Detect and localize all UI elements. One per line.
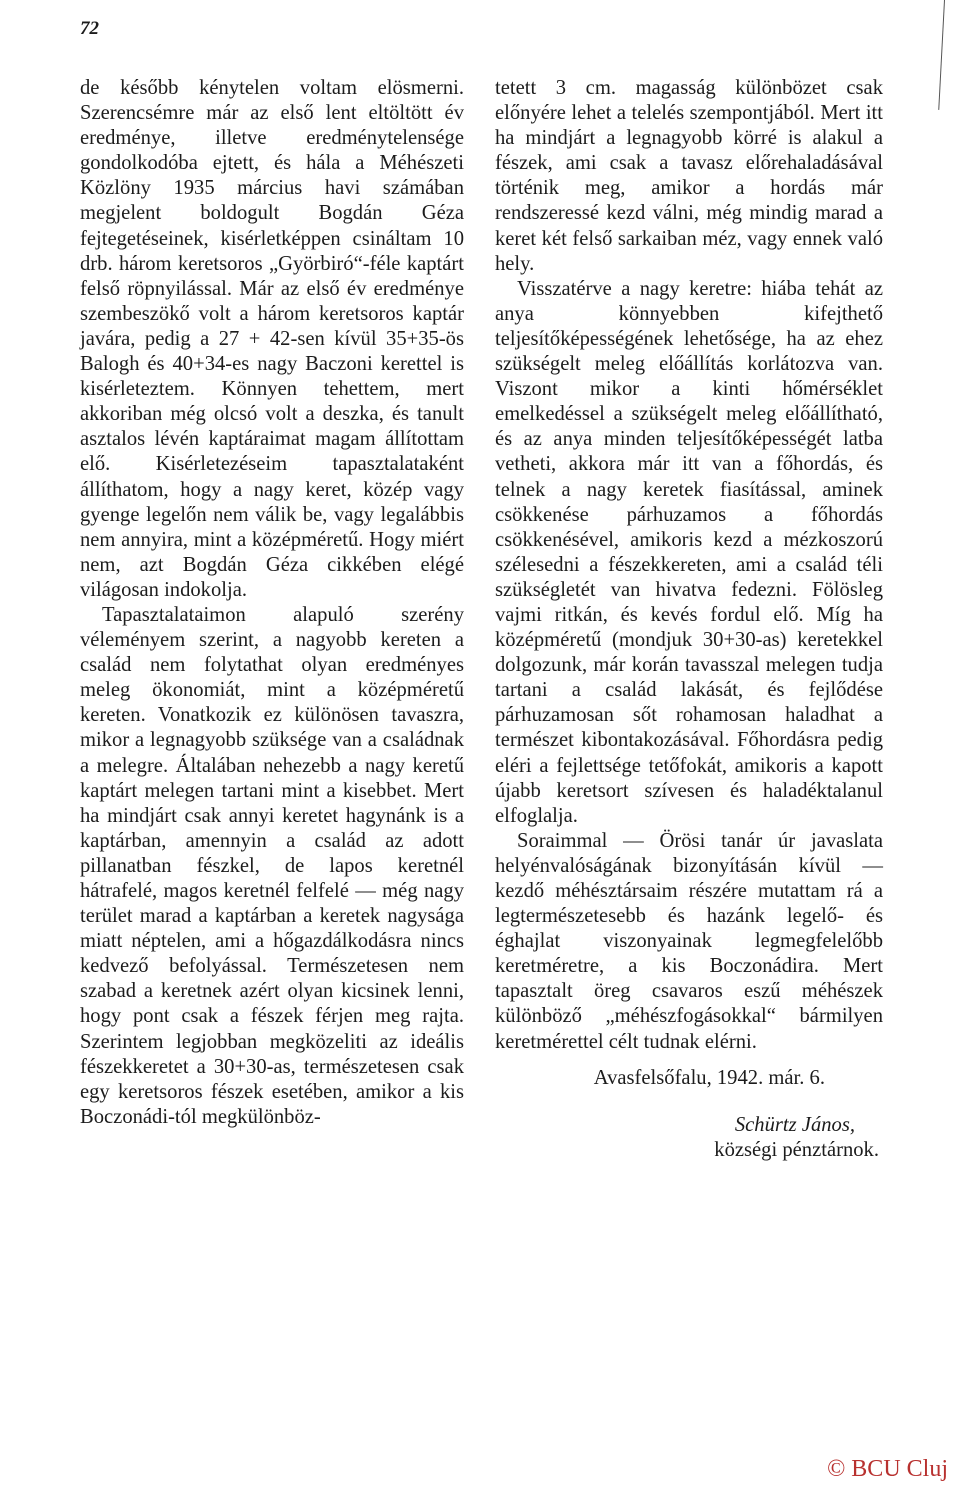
left-paragraph-1: de később kénytelen voltam elösmerni. Szerencsémre már az első lent eltöltött év eredménye, illetve eredménytelensége gondolkodóba ejtett, és hála a Méhészeti Közlöny 1935 március havi számában megjelent boldogult Bogdán Géza fejtegetéseinek, kisérletképpen csináltam 10 drb. három keretsoros „Györbiró“-féle kaptárt felső röpnyilással. Már az első év eredménye szembeszökő volt a három keretsoros kaptár javára, pedig a 27 + 42-sen kívül 35+35-ös Balogh és 40+34-es nagy Baczoni kerettel is kisérleteztem. Könnyen tehettem, mert akkoriban még olcsó volt a deszka, és tanult asztalos lévén kaptáraimat magam állítottam elő. Kisérletezéseim tapasztalataként állíthatom, hogy a nagy keret, közép vagy gyenge legelőn nem válik be, vagy legalábbis nem annyira, mint a középméretű. Hogy miért nem, azt Bogdán Géza cikkében elégé világosan indokolja.	[80, 77, 464, 601]
left-column	[80, 76, 464, 1130]
signature-name: Schürtz János,	[734, 1113, 855, 1136]
right-paragraph-2: Visszatérve a nagy keretre: hiába tehát az anya könnyebben kifejthető teljesítőképességének lehetősége, ha az ehez szükségelt meleg előállítás korlátozva van. Viszont mikor a kinti hőmérséklet emelkedéssel a szükségelt meleg előállítható, és az anya minden teljesítőképességét latba vetheti, akkora már itt van a főhordás, és telnek a nagy keretek fiasítással, aminek csökkenése párhuzamos a főhordás csökkenésével, amikoris kezd a mézkoszorú szélesedni a fészekkereten, ami a család téli szükségletét van hivatva fedezni. Fölösleg vajmi ritkán, és kevés fordul elő. Míg ha középméretű (mondjuk 30+30-as) keretekkel dolgozunk, már korán tavasszal melegen tudja tartani a család lakását, és fejlődése párhuzamosan sőt rohamosan haladhat a természet kibontakozásával. Főhordásra pedig eléri a fejlettsége tetőfokát, amikoris a kapott újabb keretsort szívesen és haladéktalanul elfoglalja.	[495, 277, 883, 827]
library-watermark: © BCU Cluj	[827, 1456, 948, 1482]
page-number: 72	[80, 18, 99, 39]
page-edge-line	[938, 0, 945, 110]
right-column	[495, 76, 883, 1163]
right-paragraph-3: Soraimmal — Örösi tanár úr javaslata helyénvalóságának bizonyításán kívül — kezdő méhésztársaim részére mutattam rá a legtermészetesebb és hazánk legelő- és éghajlat viszonyainak legmegfelelőbb keretméretre, a kis Boczonádira. Mert tapasztalt öreg csavaros eszű méhészek különböző „méhészfogásokkal“ bármilyen keretmérettel célt tudnak elérni.	[495, 829, 883, 1053]
right-paragraph-1: tetett 3 cm. magasság különbözet csak előnyére lehet a telelés szempontjából. Mert itt ha mindjárt a legnagyobb körré is alakul a fészek, ami csak a tavasz előrehaladásával történik meg, amikor a hordás már rendszeressé kezd válni, még mindig marad a keret két felső sarkaiban méz, vagy ennek való hely.	[495, 77, 883, 275]
signature-title: községi pénztárnok.	[714, 1138, 879, 1161]
date-line: Avasfelsőfalu, 1942. már. 6.	[593, 1066, 825, 1089]
left-paragraph-2: Tapasztalataimon alapuló szerény véleményem szerint, a nagyobb kereten a család nem folytathat olyan eredményes meleg ökonomiát, mint a középméretű kereten. Vonatkozik ez különösen tavaszra, mikor a legnagyobb szüksége van a családnak a melegre. Általában nehezebb a nagy keretű kaptárt melegen tartani mint a kisebbet. Mert ha mindjárt csak annyi keretet hagynánk is a kaptárban, amennyin a család az adott pillanatban fészkel, de lapos keretnél hátrafelé, magos keretnél felfelé — még nagy terület marad a kaptárban a keretek nagysága miatt néptelen, ami a hőgazdálkodásra nincs kedvező befolyással. Természetesen nem szabad a keretnek azért olyan kicsinek lenni, hogy pont csak a fészek férjen meg rajta. Szerintem legjobban megközeliti az ideális fészekkeretet a 30+30-as, természetesen csak egy keretsoros fészek esetében, amikor a kis Boczonádi-tól megkülönböz-	[80, 603, 464, 1128]
